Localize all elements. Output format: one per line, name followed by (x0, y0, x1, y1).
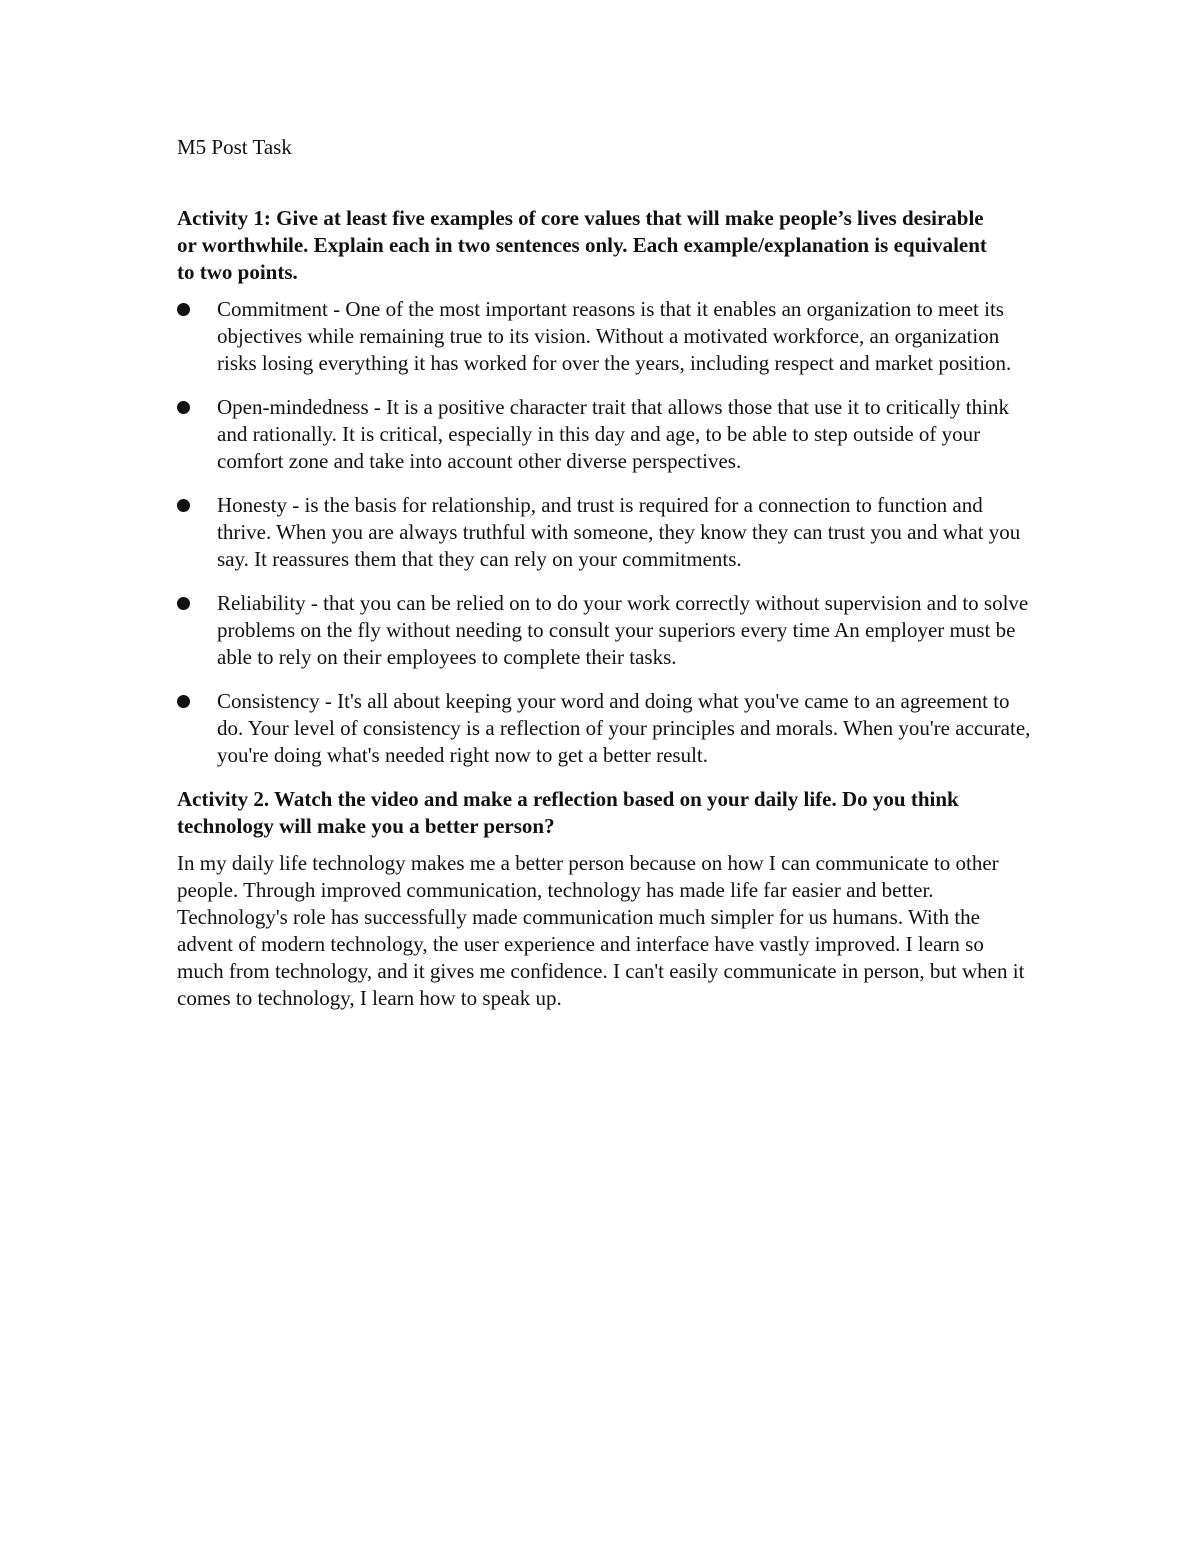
document-title: M5 Post Task (177, 135, 292, 159)
activity-2-answer: In my daily life technology makes me a better person because on how I can communicate to other people. Through improved communication, technology has made life far easier and better. Technology's role has successfully made communication much simpler for us humans. With the advent of modern technology, the user experience and interface have vastly improved. I learn so much from technology, and it gives me confidence. I can't easily communicate in person, but when it comes to technology, I learn how to speak up. (177, 851, 1025, 1010)
bullet-icon (177, 695, 190, 708)
bullet-icon (177, 597, 190, 610)
list-item-text: Open-mindedness - It is a positive character trait that allows those that use it to critically think and rationally. It is critical, especially in this day and age, to be able to step outside of your comfort zone and take into account other diverse perspectives. (217, 395, 1009, 473)
list-item (177, 394, 1032, 475)
list-item-text: Consistency - It's all about keeping your word and doing what you've came to an agreement to do. Your level of consistency is a reflection of your principles and morals. When you're accurate, you're doing what's needed right now to get a better result. (217, 689, 1031, 767)
list-item-text: Reliability - that you can be relied on to do your work correctly without supervision and to solve problems on the fly without needing to consult your superiors every time An employer must be able to rely on their employees to complete their tasks. (217, 591, 1029, 669)
core-values-list (177, 296, 1032, 769)
list-item (177, 590, 1032, 671)
list-item (177, 296, 1032, 377)
bullet-icon (177, 303, 190, 316)
activity-2-heading: Activity 2. Watch the video and make a reflection based on your daily life. Do you think technology will make you a better person? (177, 787, 959, 838)
bullet-icon (177, 499, 190, 512)
list-item (177, 688, 1032, 769)
document-content (177, 134, 1032, 1012)
list-item-text: Honesty - is the basis for relationship, and trust is required for a connection to function and thrive. When you are always truthful with someone, they know they can trust you and what you say. It reassures them that they can rely on your commitments. (217, 493, 1021, 571)
bullet-icon (177, 401, 190, 414)
activity-1-heading: Activity 1: Give at least five examples of core values that will make people’s lives desirable or worthwhile. Explain each in two sentences only. Each example/explanation is equivalent to two points. (177, 206, 987, 284)
list-item (177, 492, 1032, 573)
list-item-text: Commitment - One of the most important reasons is that it enables an organization to meet its objectives while remaining true to its vision. Without a motivated workforce, an organization risks losing everything it has worked for over the years, including respect and market position. (217, 297, 1012, 375)
